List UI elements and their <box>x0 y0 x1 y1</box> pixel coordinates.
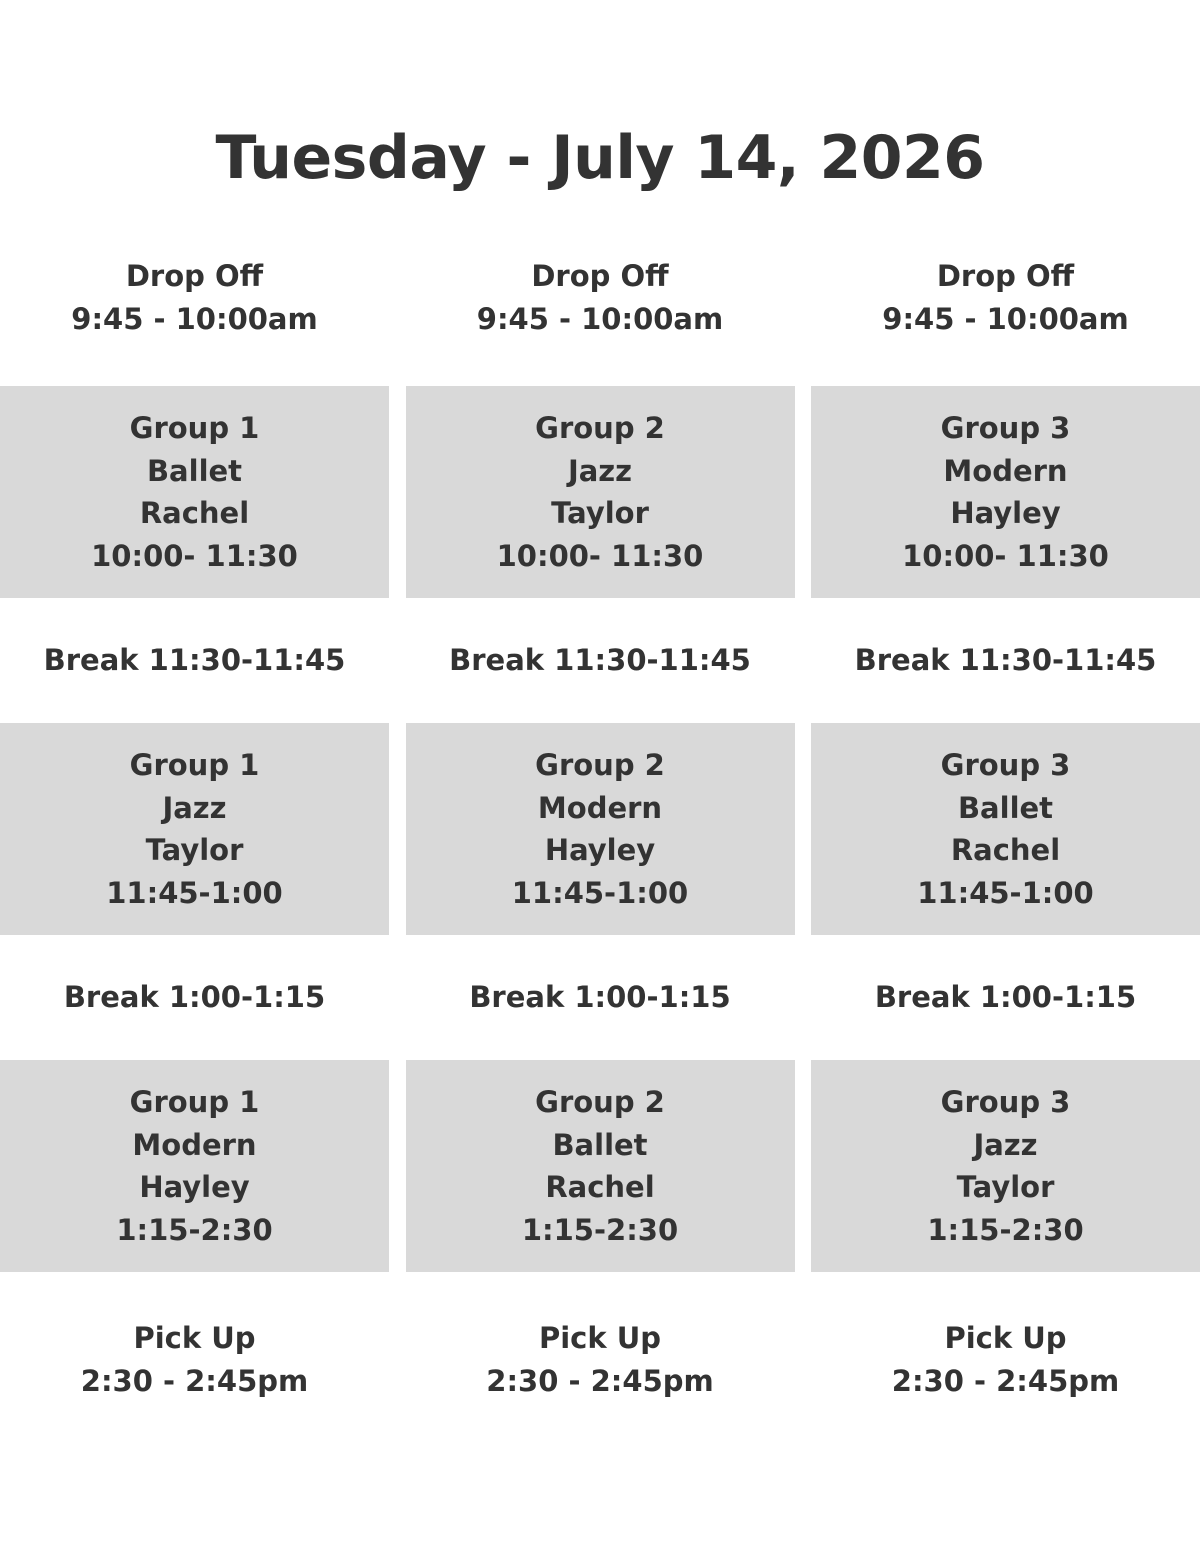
class-block <box>0 1060 389 1272</box>
class-block <box>811 723 1200 935</box>
group-name: Group 3 <box>940 748 1071 782</box>
teacher-name: Rachel <box>950 833 1061 867</box>
teacher-name: Taylor <box>551 496 649 530</box>
page-title: Tuesday - July 14, 2026 <box>215 123 985 193</box>
pick-up-label: Pick Up <box>538 1321 662 1355</box>
class-time: 11:45-1:00 <box>106 875 283 910</box>
drop-off-time: 9:45 - 10:00am <box>882 301 1129 336</box>
class-block <box>406 1060 795 1272</box>
session-1-row <box>0 386 1200 598</box>
pick-up-row <box>0 1317 1200 1403</box>
pick-up-label: Pick Up <box>133 1321 256 1355</box>
group-name: Group 1 <box>129 1085 260 1119</box>
class-block <box>811 1060 1200 1272</box>
pick-up-label: Pick Up <box>944 1321 1067 1355</box>
class-time: 1:15-2:30 <box>116 1212 273 1247</box>
break-label: Break 11:30-11:45 <box>854 642 1157 677</box>
group-name: Group 1 <box>129 748 260 782</box>
dance-style: Jazz <box>973 1127 1038 1162</box>
pick-up-cell <box>811 1317 1200 1403</box>
break-label: Break 1:00-1:15 <box>63 979 326 1014</box>
group-name: Group 2 <box>535 748 665 782</box>
class-time: 11:45-1:00 <box>917 875 1094 910</box>
break-label: Break 11:30-11:45 <box>449 642 751 677</box>
teacher-name: Taylor <box>145 833 244 867</box>
teacher-name: Hayley <box>544 833 656 867</box>
teacher-name: Hayley <box>950 496 1061 530</box>
pick-up-time: 2:30 - 2:45pm <box>891 1363 1120 1398</box>
group-name: Group 3 <box>940 1085 1071 1119</box>
class-time: 10:00- 11:30 <box>91 538 298 573</box>
drop-off-cell <box>406 255 795 341</box>
pick-up-cell <box>406 1317 795 1403</box>
class-time: 10:00- 11:30 <box>496 538 704 573</box>
class-block <box>811 386 1200 598</box>
drop-off-label: Drop Off <box>936 259 1075 293</box>
group-name: Group 1 <box>129 411 260 445</box>
class-block <box>406 386 795 598</box>
drop-off-time: 9:45 - 10:00am <box>476 301 724 336</box>
class-time: 1:15-2:30 <box>927 1212 1084 1247</box>
drop-off-cell <box>0 255 389 341</box>
drop-off-label: Drop Off <box>531 259 669 293</box>
dance-style: Modern <box>132 1127 257 1162</box>
drop-off-row <box>0 255 1200 341</box>
class-block <box>0 386 389 598</box>
dance-style: Modern <box>537 790 663 825</box>
break-label: Break 11:30-11:45 <box>43 642 346 677</box>
session-2-row <box>0 723 1200 935</box>
drop-off-label: Drop Off <box>125 259 264 293</box>
pick-up-cell <box>0 1317 389 1403</box>
teacher-name: Taylor <box>956 1170 1055 1204</box>
class-time: 11:45-1:00 <box>511 875 689 910</box>
group-name: Group 2 <box>535 411 665 445</box>
group-name: Group 2 <box>535 1085 665 1119</box>
pick-up-time: 2:30 - 2:45pm <box>486 1363 714 1398</box>
break-2-row <box>0 976 1200 1018</box>
teacher-name: Rachel <box>545 1170 655 1204</box>
drop-off-time: 9:45 - 10:00am <box>71 301 318 336</box>
teacher-name: Rachel <box>139 496 250 530</box>
teacher-name: Hayley <box>139 1170 250 1204</box>
class-time: 1:15-2:30 <box>521 1212 679 1247</box>
dance-style: Ballet <box>552 1127 648 1162</box>
class-block <box>0 723 389 935</box>
class-time: 10:00- 11:30 <box>902 538 1109 573</box>
dance-style: Modern <box>943 453 1068 488</box>
drop-off-cell <box>811 255 1200 341</box>
session-3-row <box>0 1060 1200 1272</box>
pick-up-time: 2:30 - 2:45pm <box>80 1363 309 1398</box>
break-1-row <box>0 639 1200 681</box>
dance-style: Ballet <box>957 790 1054 825</box>
class-block <box>406 723 795 935</box>
break-label: Break 1:00-1:15 <box>469 979 731 1014</box>
group-name: Group 3 <box>940 411 1071 445</box>
break-label: Break 1:00-1:15 <box>874 979 1137 1014</box>
dance-style: Jazz <box>162 790 227 825</box>
dance-style: Ballet <box>146 453 243 488</box>
dance-style: Jazz <box>567 453 633 488</box>
